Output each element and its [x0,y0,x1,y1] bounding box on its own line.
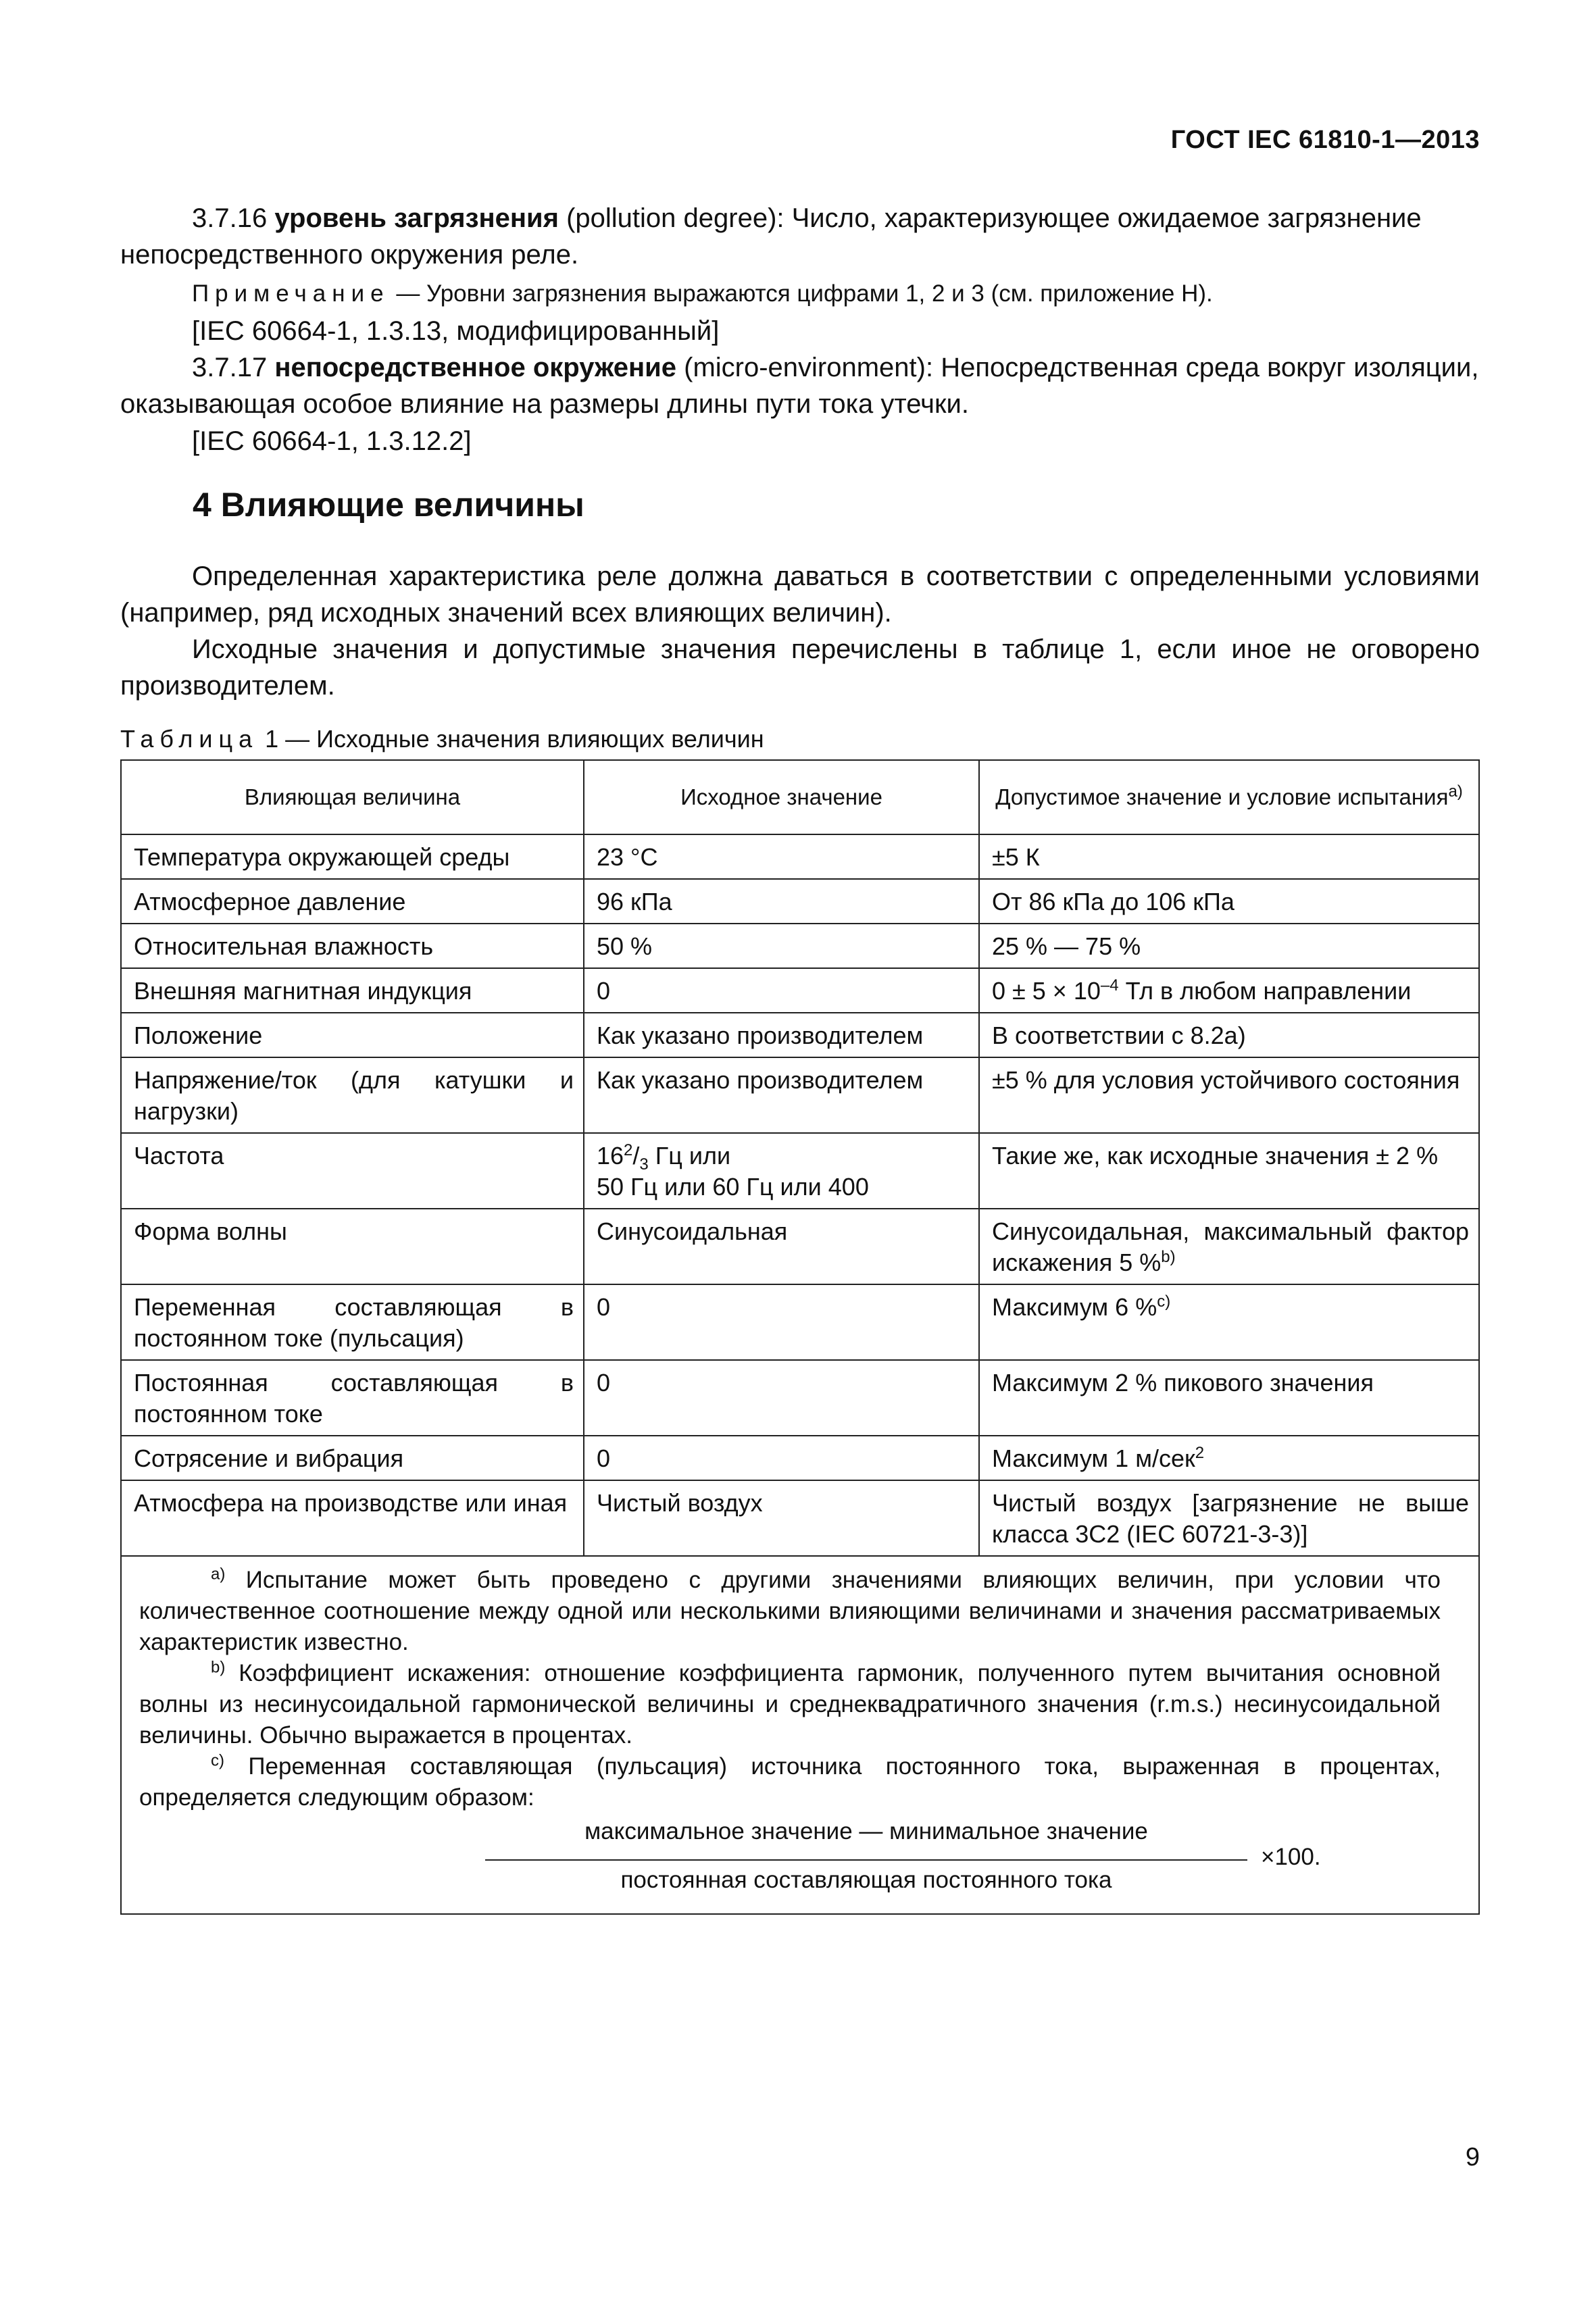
footnote-mark: b) [211,1658,226,1677]
frequency-unit: Гц или [648,1142,731,1169]
clause-text: (micro-environment): Непосредственная среда вокруг изоляции, оказывающая особое влияние на размеры длины пути тока утечки. [120,353,1479,419]
quantity-cell: Постоянная составляющая в постоянном токе [121,1360,584,1436]
formula-denominator: постоянная составляющая постоянного тока [620,1867,1112,1893]
table-header-row [121,760,1479,834]
footnote-mark-b: b) [1161,1248,1176,1266]
formula-multiplier: ×100. [1261,1844,1321,1870]
quantity-cell: Атмосферное давление [121,879,584,924]
table-row [121,1209,1479,1284]
table-caption-label: Таблица [120,725,259,753]
frequency-alternatives: 50 Гц или 60 Гц или 400 [597,1173,869,1201]
reference-cell [584,1133,979,1209]
frequency-numerator: 2 [624,1141,633,1159]
tolerance-cell: Максимум 2 % пикового значения [979,1360,1479,1436]
quantity-cell: Атмосфера на производстве или иная [121,1480,584,1556]
quantity-cell: Напряжение/ток (для катушки и нагрузки) [121,1057,584,1133]
footnote-c [139,1751,1441,1813]
table-row [121,1436,1479,1480]
reference-iec-60664-1-13-13: [IEC 60664-1, 1.3.13, модифицированный] [192,316,720,346]
fraction-slash: / [632,1142,640,1169]
table-row [121,924,1479,968]
table-row [121,1133,1479,1209]
reference-cell: Как указано производителем [584,1013,979,1057]
tolerance-cell [979,1436,1479,1480]
quantity-cell: Положение [121,1013,584,1057]
footnote-text: Испытание может быть проведено с другими значениями влияющих величин, при условии что количественное соотношение между одной или несколькими влияющими величинами и значения рассматриваемых характеристик известно. [139,1567,1441,1655]
reference-cell: Как указано производителем [584,1057,979,1133]
tolerance-text: Максимум 1 м/сек [992,1444,1195,1472]
tolerance-cell: Такие же, как исходные значения ± 2 % [979,1133,1479,1209]
footnote-mark: c) [211,1751,224,1770]
quantity-cell: Температура окружающей среды [121,834,584,879]
paragraph-1: Определенная характеристика реле должна даваться в соответствии с определенными условиями (например, ряд исходных значений всех влияющих величин). [120,561,1480,628]
footnote-a [139,1565,1441,1658]
quantity-cell: Относительная влажность [121,924,584,968]
paragraph-2: Исходные значения и допустимые значения перечислены в таблице 1, если иное не оговорено производителем. [120,634,1480,701]
exponent: 2 [1195,1444,1205,1462]
tolerance-cell [979,1209,1479,1284]
note-text: — Уровни загрязнения выражаются цифрами 1, 2 и 3 (см. приложение Н). [389,280,1213,307]
influence-quantities-table [120,759,1480,1915]
formula-numerator: максимальное значение — минимальное значение [584,1818,1148,1844]
quantity-cell: Внешняя магнитная индукция [121,968,584,1013]
footnote-mark-a: a) [1448,782,1463,801]
clause-term: непосредственное окружение [274,353,677,382]
tolerance-text-suffix: Тл в любом направлении [1118,977,1412,1005]
quantity-cell: Переменная составляющая в постоянном токе (пульсация) [121,1284,584,1360]
frequency-whole: 16 [597,1142,624,1169]
reference-cell: 0 [584,1436,979,1480]
table-footnotes [121,1556,1479,1914]
quantity-cell: Форма волны [121,1209,584,1284]
clause-term: уровень загрязнения [274,203,559,233]
tolerance-cell: В соответствии с 8.2a) [979,1013,1479,1057]
clause-note [120,276,1480,312]
tolerance-text: Максимум 6 % [992,1293,1157,1321]
tolerance-cell: От 86 кПа до 106 кПа [979,879,1479,924]
footnote-text: Переменная составляющая (пульсация) источника постоянного тока, выраженная в процентах, определяется следующим образом: [139,1753,1441,1811]
ripple-formula [139,1816,1441,1904]
table-footnotes-row [121,1556,1479,1914]
tolerance-cell: ±5 К [979,834,1479,879]
reference-cell: Чистый воздух [584,1480,979,1556]
tolerance-cell: ±5 % для условия устойчивого состояния [979,1057,1479,1133]
quantity-cell: Частота [121,1133,584,1209]
table-row [121,1013,1479,1057]
clause-text: (pollution degree): Число, характеризующее ожидаемое загрязнение непосредственного окружения реле. [120,203,1422,270]
clause-3-7-16 [120,200,1480,273]
table-row [121,834,1479,879]
table-row [121,968,1479,1013]
section-heading: 4 Влияющие величины [193,486,584,524]
table-row [121,1360,1479,1436]
reference-cell: 0 [584,968,979,1013]
header-tolerance [979,760,1479,834]
tolerance-text: Синусоидальная, максимальный фактор искажения 5 % [992,1217,1469,1276]
table-row [121,1284,1479,1360]
table-caption-text: 1 — Исходные значения влияющих величин [258,725,764,753]
table-row [121,1057,1479,1133]
table-row [121,1480,1479,1556]
exponent: –4 [1100,976,1119,995]
reference-cell: 0 [584,1284,979,1360]
footnote-mark-c: c) [1157,1292,1171,1311]
table-row [121,879,1479,924]
reference-cell: 23 °C [584,834,979,879]
footnote-text: Коэффициент искажения: отношение коэффициента гармоник, полученного путем вычитания основной волны из несинусоидальной гармонической величины и среднеквадратичного значения (r.m.s.) несинусоидальной величины. Обычно выражается в процентах. [139,1660,1441,1749]
reference-cell: Синусоидальная [584,1209,979,1284]
header-tolerance-text: Допустимое значение и условие испытания [995,784,1449,809]
reference-iec-60664-1-12-2: [IEC 60664-1, 1.3.12.2] [192,426,472,456]
header-reference-value: Исходное значение [584,760,979,834]
tolerance-text: 0 ± 5 × 10 [992,977,1101,1005]
reference-cell: 96 кПа [584,879,979,924]
table-caption [120,721,1480,757]
reference-cell: 50 % [584,924,979,968]
quantity-cell: Сотрясение и вибрация [121,1436,584,1480]
tolerance-cell [979,1284,1479,1360]
footnote-b [139,1658,1441,1751]
fraction-bar [485,1859,1247,1861]
clause-number: 3.7.17 [192,353,275,382]
footnote-mark: a) [211,1565,226,1584]
note-label: Примечание [192,280,390,307]
tolerance-cell: Чистый воздух [загрязнение не выше класса 3С2 (IEC 60721-3-3)] [979,1480,1479,1556]
clause-number: 3.7.16 [192,203,275,233]
header-quantity: Влияющая величина [121,760,584,834]
tolerance-cell: 25 % — 75 % [979,924,1479,968]
clause-3-7-17 [120,349,1480,422]
document-code-header: ГОСТ IEC 61810-1—2013 [1170,126,1480,154]
tolerance-cell [979,968,1479,1013]
page-number: 9 [1465,2143,1480,2171]
reference-cell: 0 [584,1360,979,1436]
frequency-denominator: 3 [639,1155,649,1174]
